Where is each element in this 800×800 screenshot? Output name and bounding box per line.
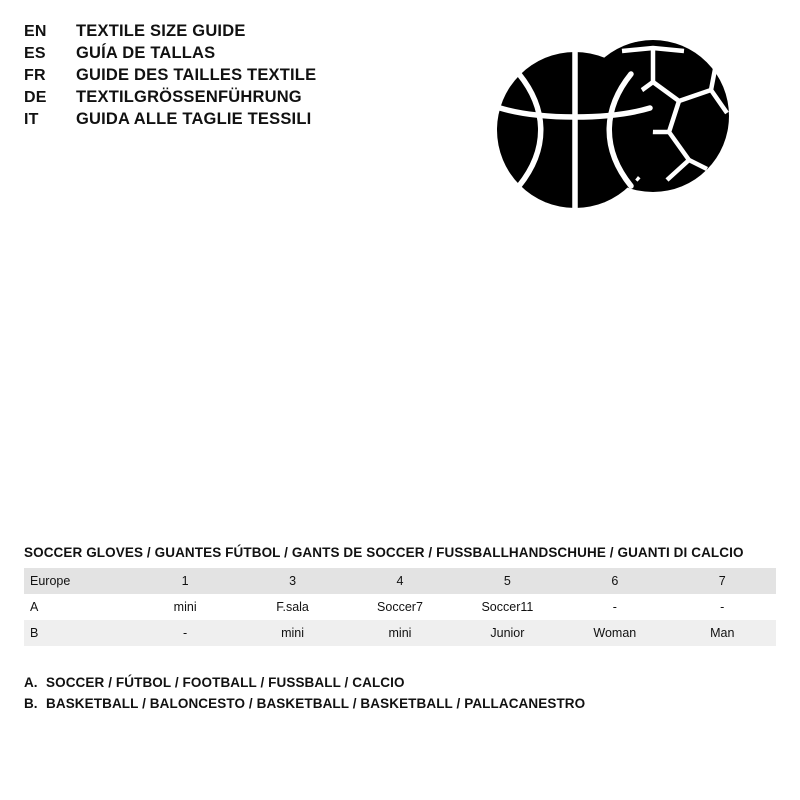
cell-b-5: Junior <box>454 620 561 646</box>
cell-b-6: Woman <box>561 620 668 646</box>
size-table-section <box>24 545 776 646</box>
size-table-title: SOCCER GLOVES / GUANTES FÚTBOL / GANTS DE SOCCER / FUSSBALLHANDSCHUHE / GUANTI DI CALCIO <box>24 545 744 560</box>
column-header-5: 5 <box>454 568 561 594</box>
language-text-it: GUIDA ALLE TAGLIE TESSILI <box>76 110 312 128</box>
language-code-it: IT <box>24 111 39 128</box>
cell-a-7: - <box>669 594 776 620</box>
cell-a-4: Soccer7 <box>346 594 453 620</box>
row-label-b: B <box>24 620 131 646</box>
cell-b-4: mini <box>346 620 453 646</box>
legend-text-a: SOCCER / FÚTBOL / FOOTBALL / FUSSBALL / CALCIO <box>46 675 405 690</box>
language-text-es: GUÍA DE TALLAS <box>76 44 216 62</box>
table-header-row <box>24 568 776 594</box>
language-row-es <box>24 44 454 66</box>
sports-balls-illustration <box>470 20 740 220</box>
table-row <box>24 620 776 646</box>
cell-a-1: mini <box>131 594 238 620</box>
language-title-block <box>24 22 454 132</box>
size-table-head <box>24 568 776 594</box>
column-header-3: 3 <box>239 568 346 594</box>
cell-b-1: - <box>131 620 238 646</box>
language-code-es: ES <box>24 45 46 62</box>
language-row-fr <box>24 66 454 88</box>
column-header-1: 1 <box>131 568 238 594</box>
cell-b-3: mini <box>239 620 346 646</box>
language-row-it <box>24 110 454 132</box>
legend-row-a <box>24 675 764 696</box>
column-header-6: 6 <box>561 568 668 594</box>
language-code-en: EN <box>24 23 47 40</box>
legend-key-a: A. <box>24 675 38 690</box>
language-code-de: DE <box>24 89 47 106</box>
language-text-fr: GUIDE DES TAILLES TEXTILE <box>76 66 317 84</box>
legend-block <box>24 675 764 717</box>
language-text-en: TEXTILE SIZE GUIDE <box>76 22 246 40</box>
cell-b-7: Man <box>669 620 776 646</box>
table-row <box>24 594 776 620</box>
basketball-icon <box>497 52 653 208</box>
language-text-de: TEXTILGRÖSSENFÜHRUNG <box>76 88 302 106</box>
legend-row-b <box>24 696 764 717</box>
cell-a-5: Soccer11 <box>454 594 561 620</box>
language-code-fr: FR <box>24 67 46 84</box>
legend-key-b: B. <box>24 696 38 711</box>
size-table <box>24 568 776 646</box>
column-header-7: 7 <box>669 568 776 594</box>
legend-text-b: BASKETBALL / BALONCESTO / BASKETBALL / BASKETBALL / PALLACANESTRO <box>46 696 586 711</box>
cell-a-6: - <box>561 594 668 620</box>
cell-a-3: F.sala <box>239 594 346 620</box>
language-row-de <box>24 88 454 110</box>
column-header-4: 4 <box>346 568 453 594</box>
size-table-body <box>24 594 776 646</box>
language-row-en <box>24 22 454 44</box>
row-label-a: A <box>24 594 131 620</box>
column-header-europe: Europe <box>24 568 131 594</box>
